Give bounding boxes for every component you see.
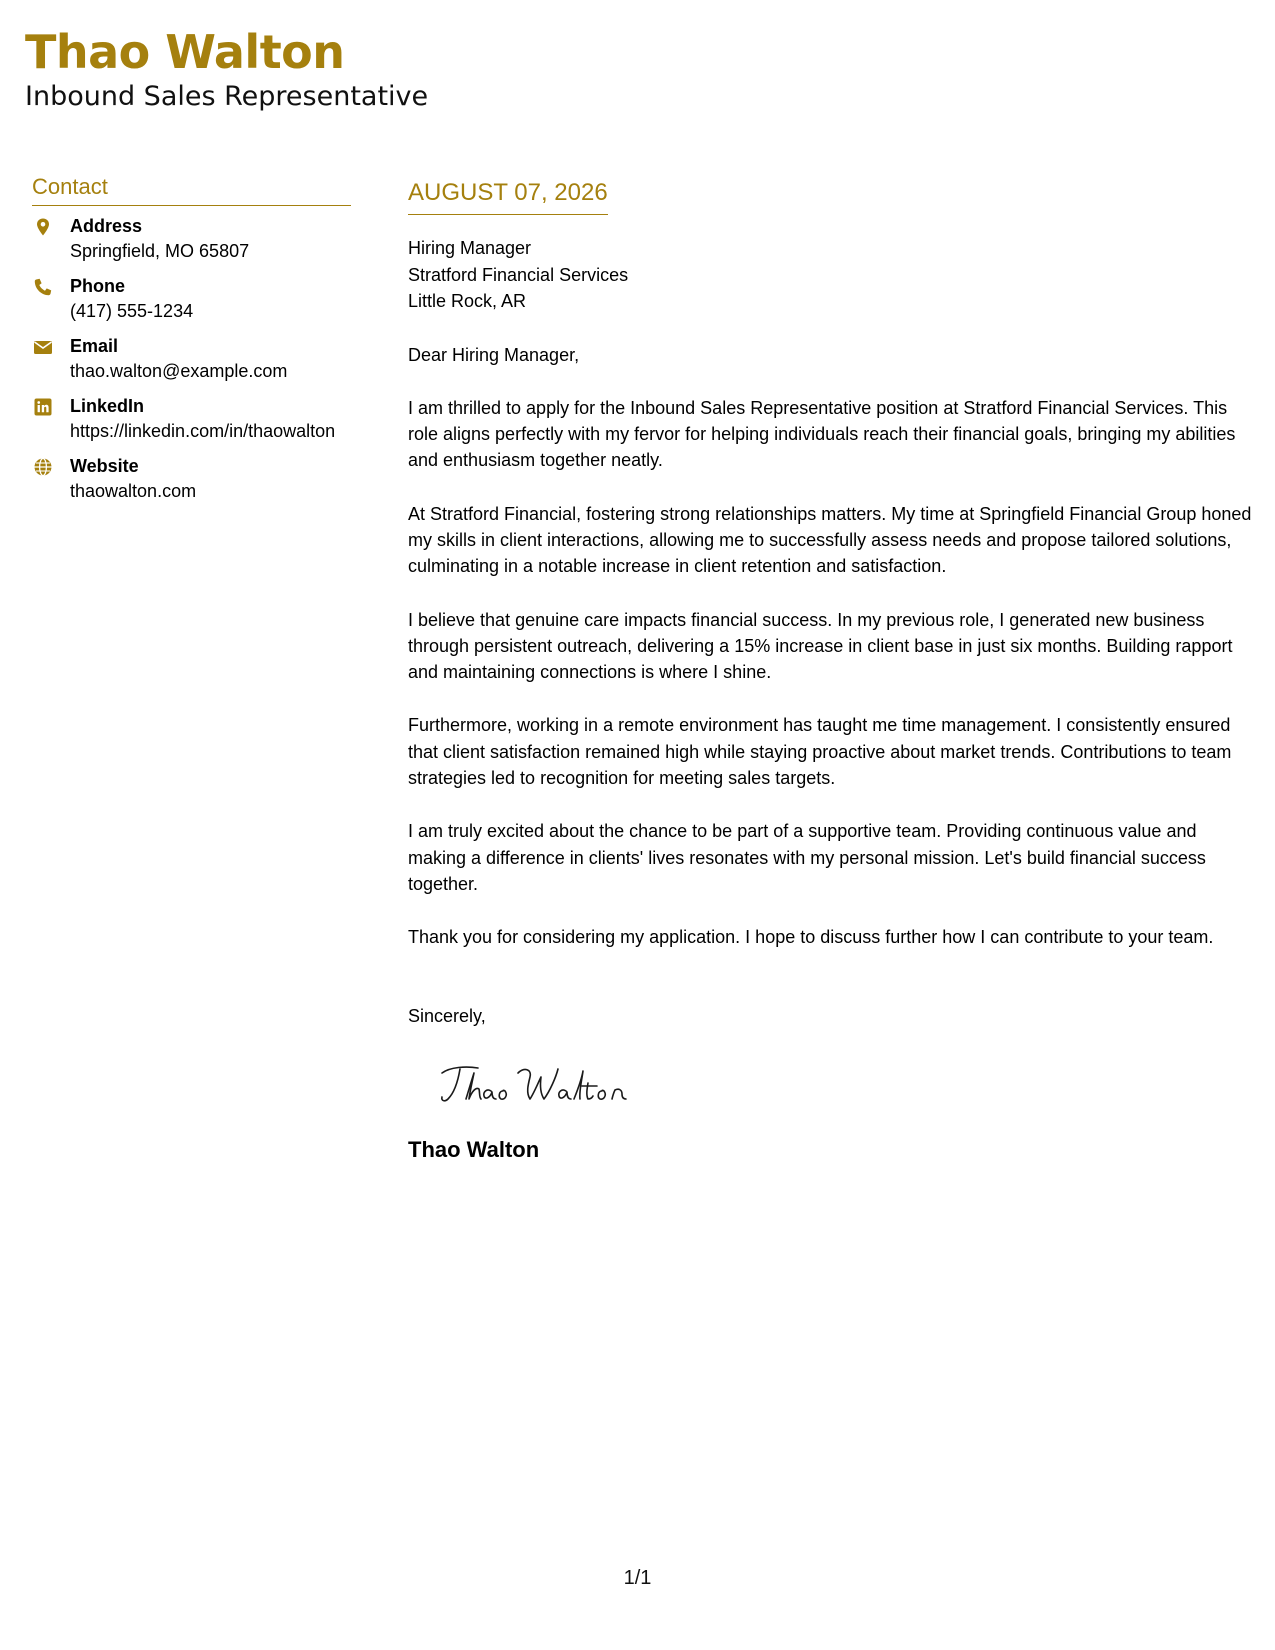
contact-label: Phone (70, 276, 126, 296)
address-value: Springfield, MO 65807 (70, 241, 250, 261)
applicant-name: Thao Walton (25, 25, 345, 79)
recipient-line: Little Rock, AR (408, 291, 527, 311)
contact-list (32, 214, 351, 503)
map-pin-icon (33, 217, 53, 237)
job-title: Inbound Sales Representative (25, 81, 429, 112)
email-link[interactable]: thao.walton@example.com (70, 361, 288, 381)
linkedin-icon (33, 397, 53, 417)
body-paragraph: Furthermore, working in a remote environment has taught me time management. I consistently ensured that client satisfaction remained high while staying proactive about market trends. Contributions to team strategies led to recognition for meeting sales targets. (408, 715, 1232, 789)
contact-item-website (32, 454, 351, 503)
envelope-icon (33, 337, 53, 357)
contact-label: LinkedIn (70, 396, 145, 416)
letter-header (25, 22, 428, 114)
recipient-block (408, 235, 1253, 315)
contact-heading: Contact (32, 172, 351, 206)
body-paragraph: Thank you for considering my application. I hope to discuss further how I can contribute to your team. (408, 927, 1214, 948)
contact-item-email (32, 334, 351, 383)
body-paragraph: I believe that genuine care impacts financial success. In my previous role, I generated new business through persistent outreach, delivering a 15% increase in client base in just six months. Building rapport and maintaining connections is where I shine. (408, 609, 1233, 683)
recipient-line: Hiring Manager (408, 238, 532, 258)
body-paragraph: At Stratford Financial, fostering strong relationships matters. My time at Springfield Financial Group honed my skills in client interactions, allowing me to successfully assess needs and propose tailored solutions, culminating in a notable increase in client retention and satisfaction. (408, 503, 1252, 577)
signed-name: Thao Walton (408, 1137, 540, 1163)
letter-body (408, 178, 1253, 1164)
handwritten-signature (436, 1059, 646, 1111)
contact-label: Website (70, 456, 139, 476)
contact-label: Email (70, 336, 119, 356)
closing: Sincerely, (408, 1005, 486, 1026)
recipient-line: Stratford Financial Services (408, 264, 629, 285)
body-paragraph: I am thrilled to apply for the Inbound Sales Representative position at Stratford Financial Services. This role aligns perfectly with my fervor for helping individuals reach their financial goals, bringing my abilities and enthusiasm together neatly. (408, 397, 1236, 471)
contact-item-address (32, 214, 351, 263)
phone-icon (33, 277, 53, 297)
phone-value: (417) 555-1234 (70, 301, 194, 321)
contact-label: Address (70, 216, 143, 236)
contact-item-linkedin (32, 394, 351, 443)
contact-sidebar (32, 172, 351, 514)
globe-icon (33, 457, 53, 477)
website-link[interactable]: thaowalton.com (70, 481, 197, 501)
contact-item-phone (32, 274, 351, 323)
salutation: Dear Hiring Manager, (408, 344, 580, 365)
linkedin-link[interactable]: https://linkedin.com/in/thaowalton (70, 421, 336, 441)
letter-date: AUGUST 07, 2026 (408, 178, 608, 215)
body-paragraph: I am truly excited about the chance to be part of a supportive team. Providing continuous value and making a difference in clients' lives resonates with my personal mission. Let's build financial success together. (408, 821, 1206, 894)
page-number: 1/1 (623, 1567, 652, 1589)
